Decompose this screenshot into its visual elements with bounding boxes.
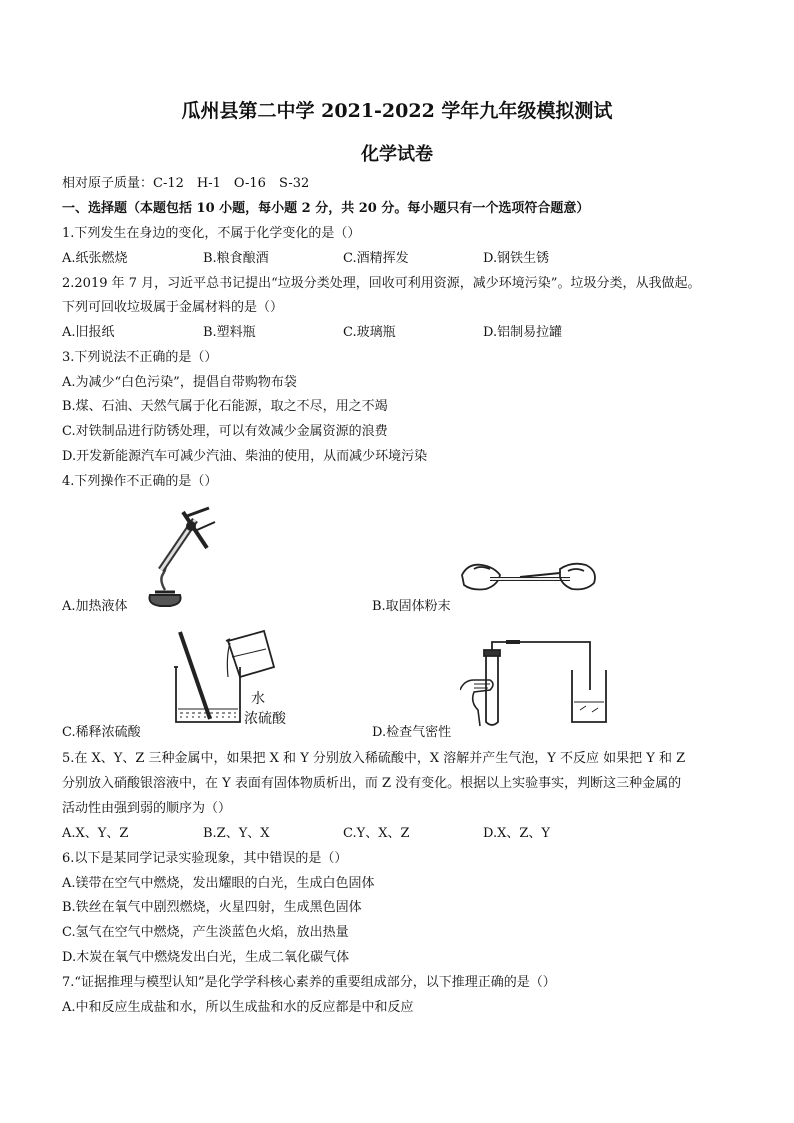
exam-subject: 化学试卷: [361, 144, 433, 165]
q2-stem-line1: 2.2019 年 7 月，习近平总书记提出“垃圾分类处理，回收可利用资源，减少环境污染”。垃圾分类，从我做起。: [62, 276, 701, 291]
fig-label-acid: 浓硫酸: [244, 711, 286, 727]
q6-option-b: B.铁丝在氧气中剧烈燃烧，火星四射，生成黑色固体: [62, 900, 362, 915]
q1-option-b: B.粮食酿酒: [203, 251, 269, 266]
q2-stem-line2: 下列可回收垃圾属于金属材料的是（）: [62, 300, 284, 315]
figure-pouring-beaker: [220, 627, 280, 682]
section-heading: 一、选择题（本题包括 10 小题，每小题 2 分，共 20 分。每小题只有一个选项符合题意）: [62, 201, 590, 216]
q4-option-a: A.加热液体: [62, 599, 128, 614]
exam-title: 瓜州县第二中学 2021-2022 学年九年级模拟测试: [181, 100, 613, 122]
atomic-masses: 相对原子质量：C-12 H-1 O-16 S-32: [62, 176, 310, 191]
q3-option-b: B.煤、石油、天然气属于化石能源，取之不尽，用之不竭: [62, 399, 388, 414]
q7-stem: 7.“证据推理与模型认知”是化学学科核心素养的重要组成部分，以下推理正确的是（）: [62, 975, 556, 990]
q1-option-d: D.钢铁生锈: [483, 251, 550, 266]
q7-option-a: A.中和反应生成盐和水，所以生成盐和水的反应都是中和反应: [62, 1000, 414, 1015]
q3-option-d: D.开发新能源汽车可减少汽油、柴油的使用，从而减少环境污染: [62, 449, 428, 464]
q4-option-b: B.取固体粉末: [372, 599, 451, 614]
q1-option-a: A.纸张燃烧: [62, 251, 128, 266]
q5-line3: 活动性由强到弱的顺序为（）: [62, 801, 232, 816]
figure-air-tightness: [460, 640, 610, 730]
q2-option-c: C.玻璃瓶: [343, 325, 396, 340]
q4-option-d: D.检查气密性: [372, 725, 452, 740]
q3-option-a: A.为减少“白色污染”，提倡自带购物布袋: [62, 375, 297, 390]
fig-label-water: 水: [251, 691, 265, 707]
figure-solid-powder: [460, 555, 600, 605]
q2-option-b: B.塑料瓶: [203, 325, 256, 340]
q6-option-c: C.氢气在空气中燃烧，产生淡蓝色火焰，放出热量: [62, 925, 349, 940]
q3-stem: 3.下列说法不正确的是（）: [62, 350, 218, 365]
q6-option-a: A.镁带在空气中燃烧，发出耀眼的白光，生成白色固体: [62, 876, 375, 891]
q6-option-d: D.木炭在氧气中燃烧发出白光，生成二氧化碳气体: [62, 950, 350, 965]
q2-option-a: A.旧报纸: [62, 325, 115, 340]
q5-option-d: D.X、Z、Y: [483, 826, 550, 841]
q1-option-c: C.酒精挥发: [343, 251, 409, 266]
q3-option-c: C.对铁制品进行防锈处理，可以有效减少金属资源的浪费: [62, 424, 388, 439]
q2-option-d: D.铝制易拉罐: [483, 325, 563, 340]
figure-heating-liquid: [125, 500, 220, 610]
q1-stem: 1.下列发生在身边的变化，不属于化学变化的是（）: [62, 226, 361, 241]
q5-option-a: A.X、Y、Z: [62, 826, 129, 841]
q4-option-c: C.稀释浓硫酸: [62, 725, 141, 740]
q5-line1: 5.在 X、Y、Z 三种金属中，如果把 X 和 Y 分别放入稀硫酸中，X 溶解并产生气泡，Y 不反应 如果把 Y 和 Z: [62, 751, 686, 766]
q4-stem: 4.下列操作不正确的是（）: [62, 474, 218, 489]
q5-option-b: B.Z、Y、X: [203, 826, 270, 841]
q6-stem: 6.以下是某同学记录实验现象，其中错误的是（）: [62, 851, 348, 866]
q5-option-c: C.Y、X、Z: [343, 826, 410, 841]
q5-line2: 分别放入硝酸银溶液中，在 Y 表面有固体物质析出，而 Z 没有变化。根据以上实验事实，判断这三种金属的: [62, 776, 682, 791]
